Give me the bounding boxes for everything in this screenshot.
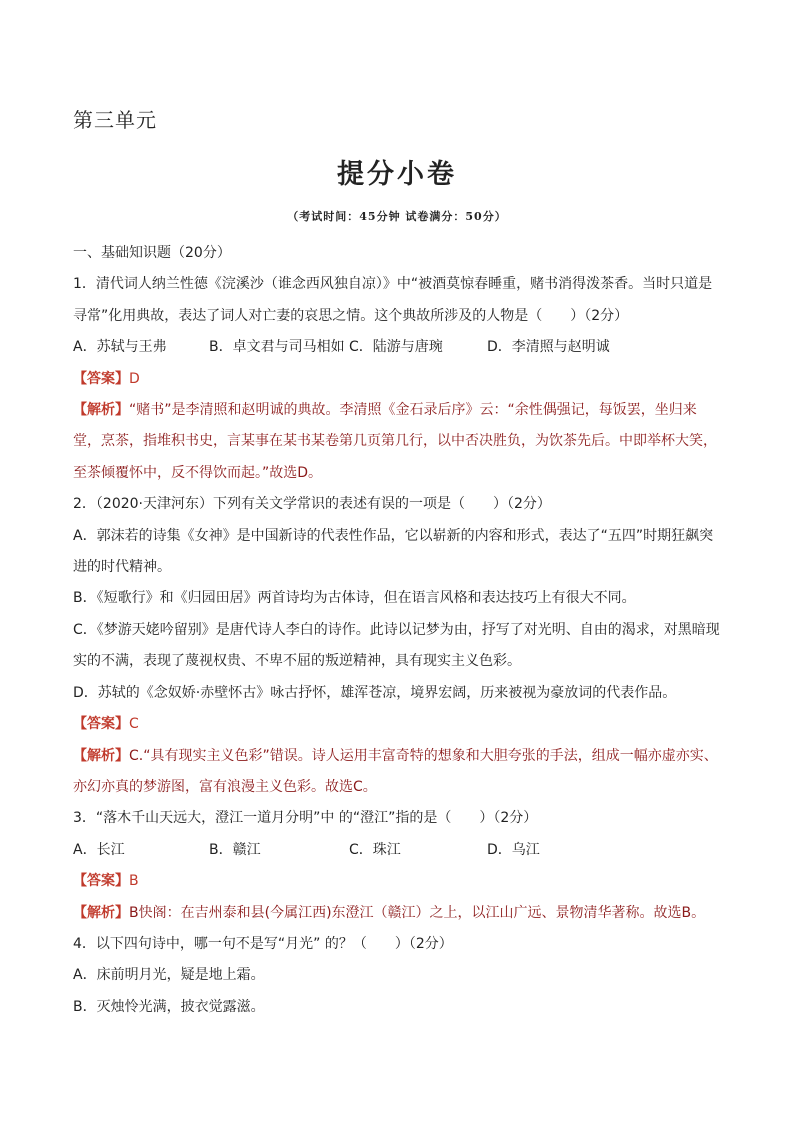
q1-stem-line: 1．清代词人纳兰性德《浣溪沙（谁念西风独自凉）》中“被酒莫惊春睡重，赌书消得泼茶香。当时只道是 — [73, 276, 713, 293]
analysis-text: C.“具有现实主义色彩”错误。诗人运用丰富奇特的想象和大胆夸张的手法，组成一幅亦虚亦实、 — [129, 747, 718, 764]
analysis-text: “赌书”是李清照和赵明诚的典故。李清照《金石录后序》云：“余性偶强记，每饭罢，坐归来 — [129, 402, 697, 419]
q1-stem-line: 寻常”化用典故，表达了词人对亡妻的哀思之情。这个典故所涉及的人物是（ ）（2分） — [73, 307, 629, 324]
q1-option-a: A．苏轼与王弗 — [73, 339, 167, 356]
q1-option-c: C．陆游与唐琬 — [349, 339, 443, 356]
q2-option-line: C．《梦游天姥吟留别》是唐代诗人李白的诗作。此诗以记梦为由，抒写了对光明、自由的渴求，对黑暗现 — [73, 621, 720, 638]
q1-analysis-line: 至茶倾覆怀中，反不得饮而起。”故选D。 — [73, 464, 323, 481]
q3-analysis-line — [73, 898, 735, 929]
answer-tag: 【答案】 — [73, 716, 129, 733]
unit-title: 第三单元 — [73, 108, 157, 132]
analysis-text: B快阁：在吉州泰和县(今属江西)东澄江（赣江）之上，以江山广远、景物清华著称。故选B。 — [129, 904, 706, 921]
answer-tag: 【答案】 — [73, 873, 129, 890]
page-title: 提分小卷 — [337, 159, 457, 190]
q3-answer — [73, 866, 735, 897]
q4-stem: 4．以下四句诗中，哪一句不是写“月光” 的？（ ）（2分） — [73, 935, 453, 952]
q1-option-b: B．卓文君与司马相如 — [209, 339, 345, 356]
content — [73, 238, 735, 1023]
answer-value: B — [129, 873, 139, 890]
q1-answer — [73, 364, 735, 395]
answer-value: C — [129, 716, 139, 733]
q2-option-line: B．《短歌行》和《归园田居》两首诗均为古体诗，但在语言风格和表达技巧上有很大不同。 — [73, 590, 636, 607]
q2-stem: 2．（2020·天津河东）下列有关文学常识的表述有误的一项是（ ）（2分） — [73, 496, 551, 513]
q3-option-d: D．乌江 — [487, 841, 540, 858]
analysis-tag: 【解析】 — [73, 402, 129, 419]
answer-tag: 【答案】 — [73, 370, 129, 387]
q3-option-a: A．长江 — [73, 841, 125, 858]
q3-stem: 3．“落木千山天远大，澄江一道月分明”中 的“澄江”指的是（ ）（2分） — [73, 810, 538, 827]
q2-option-line: D．苏轼的《念奴娇·赤壁怀古》咏古抒怀，雄浑苍凉，境界宏阔，历来被视为豪放词的代表作品。 — [73, 684, 677, 701]
q2-answer — [73, 709, 735, 740]
q2-option-line: 实的不满，表现了蔑视权贵、不卑不屈的叛逆精神，具有现实主义色彩。 — [73, 653, 521, 670]
q2-analysis-line — [73, 741, 735, 772]
analysis-tag: 【解析】 — [73, 904, 129, 921]
q3-options — [73, 835, 735, 866]
q2-option-line: A．郭沫若的诗集《女神》是中国新诗的代表性作品，它以崭新的内容和形式，表达了“五四”时期狂飙突 — [73, 527, 714, 544]
q1-analysis-line — [73, 395, 735, 426]
q3-option-c: C．珠江 — [349, 841, 401, 858]
q1-analysis-line: 堂，烹茶，指堆积书史，言某事在某书某卷第几页第几行，以中否决胜负，为饮茶先后。中即举杯大笑， — [73, 433, 717, 450]
q4-option-line: B．灭烛怜光满，披衣觉露滋。 — [73, 998, 265, 1015]
answer-value: D — [129, 370, 140, 387]
exam-meta: （考试时间：45分钟 试卷满分：50分） — [287, 210, 507, 223]
q1-options — [73, 332, 735, 363]
q3-option-b: B．赣江 — [209, 841, 261, 858]
section-heading: 一、基础知识题（20分） — [73, 245, 231, 261]
analysis-tag: 【解析】 — [73, 747, 129, 764]
q4-option-line: A．床前明月光，疑是地上霜。 — [73, 967, 265, 984]
q2-analysis-line: 亦幻亦真的梦游图，富有浪漫主义色彩。故选C。 — [73, 778, 377, 795]
q1-option-d: D．李清照与赵明诚 — [487, 339, 610, 356]
q2-option-line: 进的时代精神。 — [73, 559, 171, 576]
